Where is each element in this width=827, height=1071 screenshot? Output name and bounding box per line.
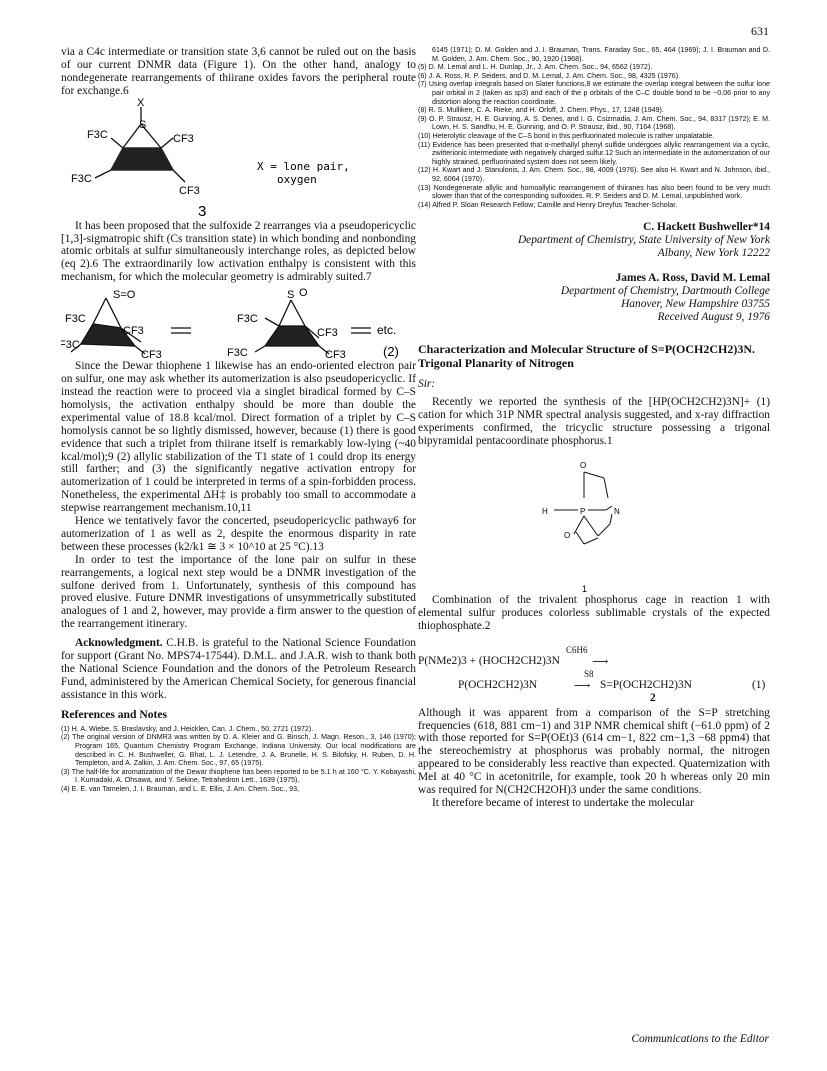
x-note: oxygen xyxy=(277,172,317,186)
paragraph: Hence we tentatively favor the concerted, pseudopericyclic pathway6 for automerization of 1 as well as 2, despite the enormous disparity in rate between these processes (k2/k1 ≅ 3 × 10^10 at 25 °C).13 xyxy=(61,515,416,553)
f3c-label: F3C xyxy=(71,172,92,185)
reference-item: (10) Heterolytic cleavage of the C–S bond in this perfluorinated molecule is rather unpalatable. xyxy=(418,131,715,140)
reaction-product: S=P(OCH2CH2)3N xyxy=(600,678,692,691)
hydrogen-label: H xyxy=(542,506,548,516)
structure-1-figure xyxy=(418,448,770,594)
received-date: Received August 9, 1976 xyxy=(657,311,770,324)
compound-number: 2 xyxy=(650,691,656,704)
references-heading: References and Notes xyxy=(61,707,168,721)
author-block xyxy=(418,221,770,324)
structure-3-drawing xyxy=(61,98,416,220)
f3c-label: F3C xyxy=(227,347,248,360)
paragraph: It therefore became of interest to undertake the molecular xyxy=(432,796,694,809)
structure-3-figure xyxy=(61,98,416,220)
paragraph: In order to test the importance of the lone pair on sulfur in these rearrangements, a logical next step would be a DNMR investigation of the sulfone derived from 1. Unfortunately, synthesis of this compound has proved elusive. Future DNMR investigations of unsymmetrically substituted analogues of 1 and 2, however, may provide a firm answer to the question of the rearrangement itinerary. xyxy=(61,553,416,631)
etc-label: etc. xyxy=(377,323,397,338)
f3c-label: F3C xyxy=(87,128,108,141)
paragraph: Recently we reported the synthesis of the [HP(OCH2CH2)3N]+ (1) cation for which 31P NMR spectral analysis suggested, and x-ray diffraction experiments confirmed, the tricyclic structure possessing a trigonal bipyramidal pentacoordinate phosphorus.1 xyxy=(418,396,770,447)
reagent-label: S8 xyxy=(584,668,594,679)
affiliation: Hanover, New Hampshire 03755 xyxy=(621,298,770,311)
f3c-label: F3C xyxy=(237,313,258,326)
reference-item: (4) E. E. van Tamelen, J. I. Brauman, and L. E. Ellis, J. Am. Chem. Soc., 93, xyxy=(61,784,300,793)
reference-item: (1) H. A. Wiebe, S. Braslavsky, and J. Heicklen, Can. J. Chem., 50, 2721 (1972). xyxy=(61,724,314,733)
cf3-label: CF3 xyxy=(317,327,338,340)
reference-item: (14) Alfred P. Sloan Research Fellow; Camille and Henry Dreyfus Teacher-Scholar. xyxy=(418,200,678,209)
reference-item: (7) Using overlap integrals based on Slater functions,8 we estimate the overlap integral between the sulfur lone pair orbital in 2 (taken as sp3) and each of the p orbitals of the C–C double bond to be ~0.06 prior to any distortion along the reaction coordinate. xyxy=(418,80,770,106)
acknowledgment-text: C.H.B. is grateful to the National Science Foundation for support (Grant No. MPS74-17544). D.M.L. and J.A.R. wish to thank both the National Science Foundation and the donors of the Petroleum Research Fund, administered by the American Chemical Society, for generous financial assistance in this work. xyxy=(61,637,416,701)
cf3-label: CF3 xyxy=(179,184,200,197)
structure-1-drawing xyxy=(418,448,770,594)
reference-item: (12) H. Kwart and J. Stanulonis, J. Am. Chem. Soc., 98, 4009 (1976). See also H. Kwart and N. Johnson, ibid., 92, 6064 (1970). xyxy=(418,166,770,183)
oxygen-label: O xyxy=(580,460,587,470)
reference-list xyxy=(418,46,770,209)
reference-item: (11) Evidence has been presented that α-methallyl phenyl sulfide undergoes allylic rearrangement via a cyclic, zwitterionic intermediate with negatively charged sulfur.12 Such an intermediate in the automerization of our highly strained, perfluorinated system does not seem likely. xyxy=(418,140,770,166)
cf3-label: CF3 xyxy=(141,349,162,361)
arrow-icon: ⟶ xyxy=(592,655,609,668)
paragraph: It has been proposed that the sulfoxide 2 rearranges via a pseudopericyclic [1,3]-sigmatropic shift (Cs transition state) in which bonding and nonbonding atomic orbitals at sulfur simultaneously interchange roles, as depicted below (eq 2).6 The extraordinarily low activation enthalpy is consistent with this mechanism, for which the molecular geometry is admirably suited.7 xyxy=(61,219,416,284)
equation-2-drawing xyxy=(61,284,416,360)
x-label: X xyxy=(137,97,145,109)
reference-item: (2) The original version of DNMR3 was written by D. A. Kleier and G. Binsch, J. Magn. Reson., 3, 146 (1970); Program 165, Quantum Chemistry Program Exchange, Indiana University. Our local modifications are described in C. H. Bushweller, G. Bhat, L. J. Letendre, J. A. Brunelle, H. S. Bilofsky, H. Ruben, D. H. Templeton, and A. Zalkin, J. Am. Chem. Soc., 97, 65 (1975). xyxy=(61,733,416,768)
reference-item: (8) R. S. Mulliken, C. A. Rieke, and H. Orloff, J. Chem. Phys., 17, 1248 (1949). xyxy=(418,106,664,115)
nitrogen-label: N xyxy=(614,506,620,516)
cf3-label: CF3 xyxy=(123,325,144,338)
equation-number: (1) xyxy=(752,678,766,691)
f3c-label: F3C xyxy=(61,339,80,352)
reference-item: (9) O. P. Strausz, H. E. Gunning, A. S. Denes, and I. G. Csizmadia, J. Am. Chem. Soc., 94, 8317 (1972); E. M. Lown, H. S. Sandhu, H. E. Gunning, and O. P. Strausz, ibid., 90, 7164 (1968). xyxy=(418,114,770,132)
reagent-label: C6H6 xyxy=(566,644,588,655)
reference-item: 6145 (1971); D. M. Golden and J. I. Brauman, Trans. Faraday Soc., 65, 464 (1969); J. I. Brauman and D. M. Golden, J. Am. Chem. Soc., 90, 1920 (1968). xyxy=(432,46,770,63)
s-label: S xyxy=(139,118,147,131)
arrow-icon: ⟶ xyxy=(574,679,591,692)
affiliation: Albany, New York 12222 xyxy=(657,247,770,260)
reaction-reactants: P(NMe2)3 + (HOCH2CH2)3N xyxy=(418,654,560,667)
reference-item: (13) Nondegenerate allylic and homoallylic rearrangement of thiiranes has also been found to be very much slower than that of the corresponding sulfoxides. R. P. Seiders and D. M. Lemal, unpublished work. xyxy=(418,183,770,201)
phosphorus-label: P xyxy=(580,506,586,516)
compound-number: 1 xyxy=(582,583,588,594)
running-footer: Communications to the Editor xyxy=(631,1033,769,1045)
reference-item: (3) The half-life for aromatization of the Dewar thiophene has been reported to be 5.1 h at 160 °C. Y. Kobayashi, I. Kumadaki, A. Ohsawa, and Y. Sekine, Tetrahedron Lett., 1639 (1975). xyxy=(61,767,416,785)
salutation: Sir: xyxy=(418,378,436,391)
equation-2-figure xyxy=(61,284,416,360)
author-name: James A. Ross, David M. Lemal xyxy=(615,272,770,285)
page-number: 631 xyxy=(751,24,769,38)
affiliation: Department of Chemistry, State University of New York xyxy=(517,234,770,247)
reference-item: (5) D. M. Lemal and L. H. Dunlap, Jr., J. Am. Chem. Soc., 94, 6562 (1972). xyxy=(418,63,653,72)
paragraph: Although it was apparent from a comparison of the S=P stretching frequencies (618, 881 cm−1) and 31P NMR chemical shift (−61.0 ppm) of 2 with those reported for S=P(OEt)3 (614 cm−1, 822 cm−1,3 −68 ppm4) that the stereochemistry at phosphorus was probably normal, the nitrogen appeared to be considerably less reactive than expected. Quaternization with MeI at 40 °C in acetonitrile, for example, took 20 h whereas only 20 min was required for N(CH2CH2OH)3 under the same conditions. xyxy=(418,706,770,797)
article-title: Characterization and Molecular Structure of S=P(OCH2CH2)3N. Trigonal Planarity of Nitrogen xyxy=(418,342,756,371)
paragraph: Combination of the trivalent phosphorus cage in reaction 1 with elemental sulfur produces colorless sublimable crystals of the expected thiophosphate.2 xyxy=(418,593,770,632)
left-column xyxy=(61,46,416,793)
reference-item: (6) J. A. Ross, R. P. Seiders, and D. M. Lemal, J. Am. Chem. Soc., 98, 4325 (1976). xyxy=(418,71,681,80)
oxygen-label: O xyxy=(564,530,571,540)
right-column xyxy=(418,46,770,810)
compound-number: 3 xyxy=(198,202,207,220)
paragraph: Since the Dewar thiophene 1 likewise has an endo-oriented electron pair on sulfur, one may ask whether its automerization is also pseudopericyclic. If instead the reaction were to proceed via a singlet biradical formed by C–S homolysis, the activation enthalpy should be more than double the experimental value of 18.8 kcal/mol. Direct formation of a triplet by C–S homolysis cannot be so lightly dismissed, however, because (1) there is good evidence that such a triplet from thiirane itself is remarkably low-lying (~40 kcal/mol);9 (2) allylic stabilization of the T1 state of 1 could drop its energy still farther; and (3) the significantly negative activation entropy for automerization of 1 could be interpreted in terms of a spin-forbidden process. Nonetheless, the experimental ΔH‡ is probably too small to accommodate a stepwise rearrangement mechanism.10,11 xyxy=(61,360,416,515)
author-name: C. Hackett Bushweller*14 xyxy=(643,221,770,234)
f3c-label: F3C xyxy=(65,313,86,326)
equation-1 xyxy=(418,645,770,703)
reaction-substrate: P(OCH2CH2)3N xyxy=(458,678,538,691)
cf3-label: CF3 xyxy=(325,349,346,361)
sulfur-label: S xyxy=(287,289,295,302)
sulfoxide-label: S=O xyxy=(113,289,136,302)
cf3-label: CF3 xyxy=(173,132,194,145)
reference-list xyxy=(61,725,416,794)
equation-number: (2) xyxy=(383,344,399,360)
affiliation: Department of Chemistry, Dartmouth College xyxy=(560,285,770,298)
acknowledgment xyxy=(61,637,416,702)
acknowledgment-heading: Acknowledgment. xyxy=(75,637,163,650)
paragraph: via a C4c intermediate or transition state 3,6 cannot be ruled out on the basis of our current DNMR data (Figure 1). On the other hand, analogy to nondegenerate rearrangements of thiirane oxides favors the peripheral route for exchange.6 xyxy=(61,46,416,97)
x-note: X = lone pair, xyxy=(257,159,350,173)
oxygen-label: O xyxy=(299,287,308,300)
